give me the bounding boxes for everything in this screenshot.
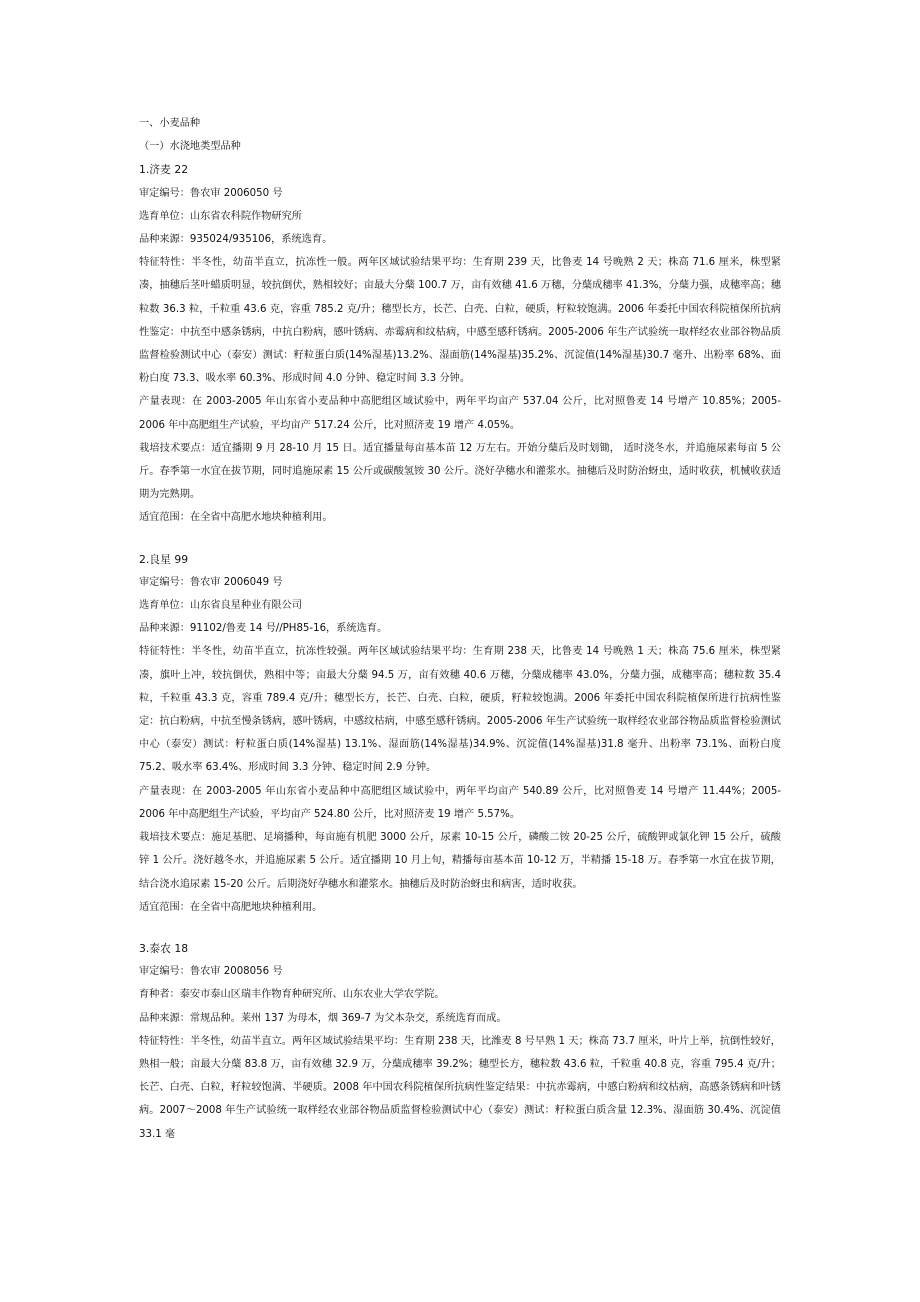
variety-origin: 品种来源：935024/935106，系统选育。 — [139, 234, 333, 246]
cultivation-points: 栽培技术要点：施足基肥、足墒播种，每亩施有机肥 3000 公斤，尿素 10-15 公斤，磷酸二铵 20-25 公斤，硫酸钾或氯化钾 15 公斤，硫酸锌 1 公斤。浇好越冬水，并追施尿素 5 公斤。适宜播期 10 月上旬，精播每亩基本苗 10-12 万，半精播 15-18 万。春季第一水宜在拔节期，结合浇水追尿素 15-20 公斤。后期浇好孕穗水和灌浆水。抽穗后及时防治蚜虫和病害，适时收获。 — [139, 832, 781, 890]
variety-origin: 品种来源：常规品种。莱州 137 为母本，烟 369-7 为父本杂交，系统选育而成。 — [139, 1012, 507, 1024]
approval-number: 审定编号：鲁农审 2006049 号 — [139, 576, 283, 588]
variety-traits: 特征特性：半冬性，幼苗半直立，抗冻性较强。两年区域试验结果平均：生育期 238 天，比鲁麦 14 号晚熟 1 天；株高 75.6 厘米，株型紧凑，旗叶上冲，较抗倒伏，熟相中等；亩最大分蘖 94.5 万，亩有效穗 40.6 万穗，分蘖成穗率 43.0%，分蘖力强，成穗率高；穗粒数 35.4 粒，千粒重 43.3 克，容重 789.4 克/升；穗型长方，长芒、白壳、白粒，硬质，籽粒较饱满。2006 年委托中国农科院植保所进行抗病性鉴定：抗白粉病，中抗至慢条锈病，感叶锈病，中感纹枯病，中感至感秆锈病。2005-2006 年生产试验统一取样经农业部谷物品质监督检验测试中心（泰安）测试：籽粒蛋白质(14%湿基) 13.1%、湿面筋(14%湿基)34.9%、沉淀值(14%湿基)31.8 毫升、出粉率 73.1%、面粉白度 75.2、吸水率 63.4%、形成时间 3.3 分钟、稳定时间 2.9 分钟。 — [139, 646, 781, 774]
approval-number: 审定编号：鲁农审 2008056 号 — [139, 966, 283, 978]
variety-title: 2.良星 99 — [139, 552, 189, 566]
document-page — [139, 112, 781, 1146]
variety-title: 3.泰农 18 — [139, 941, 189, 955]
cultivation-points: 栽培技术要点：适宜播期 9 月 28-10 月 15 日。适宜播量每亩基本苗 12 万左右。开始分蘖后及时划锄， 适时浇冬水，并追施尿素每亩 5 公斤。春季第一水宜在拔节期，同时追施尿素 15 公斤或碳酸氢铵 30 公斤。浇好孕穗水和灌浆水。抽穗后及时防治蚜虫，适时收获，机械收获适期为完熟期。 — [139, 442, 781, 501]
suitable-scope: 适宜范围：在全省中高肥地块种植利用。 — [139, 901, 323, 913]
variety-block — [139, 158, 781, 529]
yield-performance: 产量表现：在 2003-2005 年山东省小麦品种中高肥组区域试验中，两年平均亩产 540.89 公斤，比对照鲁麦 14 号增产 11.44%；2005-2006 年中高肥组生产试验，平均亩产 524.80 公斤，比对照济麦 19 增产 5.57%。 — [139, 785, 781, 820]
breeding-unit: 选育单位：山东省农科院作物研究所 — [139, 210, 302, 222]
suitable-scope: 适宜范围：在全省中高肥水地块种植利用。 — [139, 512, 333, 524]
subsection-heading: （一）水浇地类型品种 — [139, 141, 241, 153]
breeding-unit: 育种者：泰安市泰山区瑞丰作物育种研究所、山东农业大学农学院。 — [139, 989, 445, 1001]
variety-title: 1.济麦 22 — [139, 163, 189, 177]
variety-block — [139, 937, 781, 1146]
section-heading: 一、小麦品种 — [139, 118, 201, 129]
variety-block — [139, 548, 781, 919]
breeding-unit: 选育单位：山东省良星种业有限公司 — [139, 600, 302, 612]
variety-origin: 品种来源：91102/鲁麦 14 号//PH85-16，系统选育。 — [139, 623, 388, 635]
yield-performance: 产量表现：在 2003-2005 年山东省小麦品种中高肥组区域试验中，两年平均亩产 537.04 公斤，比对照鲁麦 14 号增产 10.85%；2005-2006 年中高肥组生产试验，平均亩产 517.24 公斤，比对照济麦 19 增产 4.05%。 — [139, 396, 781, 431]
variety-traits: 特征特性：半冬性，幼苗半直立。两年区域试验结果平均：生育期 238 天，比潍麦 8 号早熟 1 天；株高 73.7 厘米，叶片上举，抗倒性较好，熟相一般；亩最大分蘖 83.8 万，亩有效穗 32.9 万，分蘖成穗率 39.2%；穗型长方，穗粒数 43.6 粒，千粒重 40.8 克，容重 795.4 克/升；长芒、白壳、白粒，籽粒较饱满、半硬质。2008 年中国农科院植保所抗病性鉴定结果：中抗赤霉病，中感白粉病和纹枯病，高感条锈病和叶锈病。2007～2008 年生产试验统一取样经农业部谷物品质监督检验测试中心（泰安）测试：籽粒蛋白质含量 12.3%、湿面筋 30.4%、沉淀值 33.1 毫 — [139, 1035, 781, 1140]
section-gap — [139, 919, 781, 937]
section-gap — [139, 530, 781, 548]
variety-traits: 特征特性：半冬性，幼苗半直立，抗冻性一般。两年区域试验结果平均：生育期 239 天，比鲁麦 14 号晚熟 2 天；株高 71.6 厘米，株型紧凑，抽穗后茎叶蜡质明显，较抗倒伏，熟相较好；亩最大分蘖 100.7 万，亩有效穗 41.6 万穗，分蘖成穗率 41.3%，分蘖力强，成穗率高；穗粒数 36.3 粒，千粒重 43.6 克，容重 785.2 克/升；穗型长方，长芒、白壳、白粒，硬质，籽粒较饱满。2006 年委托中国农科院植保所抗病性鉴定：中抗至中感条锈病，中抗白粉病，感叶锈病、赤霉病和纹枯病，中感至感秆锈病。2005-2006 年生产试验统一取样经农业部谷物品质监督检验测试中心（泰安）测试：籽粒蛋白质(14%湿基)13.2%、湿面筋(14%湿基)35.2%、沉淀值(14%湿基)30.7 毫升、出粉率 68%、面粉白度 73.3、吸水率 60.3%、形成时间 4.0 分钟、稳定时间 3.3 分钟。 — [139, 257, 781, 385]
approval-number: 审定编号：鲁农审 2006050 号 — [139, 187, 283, 199]
